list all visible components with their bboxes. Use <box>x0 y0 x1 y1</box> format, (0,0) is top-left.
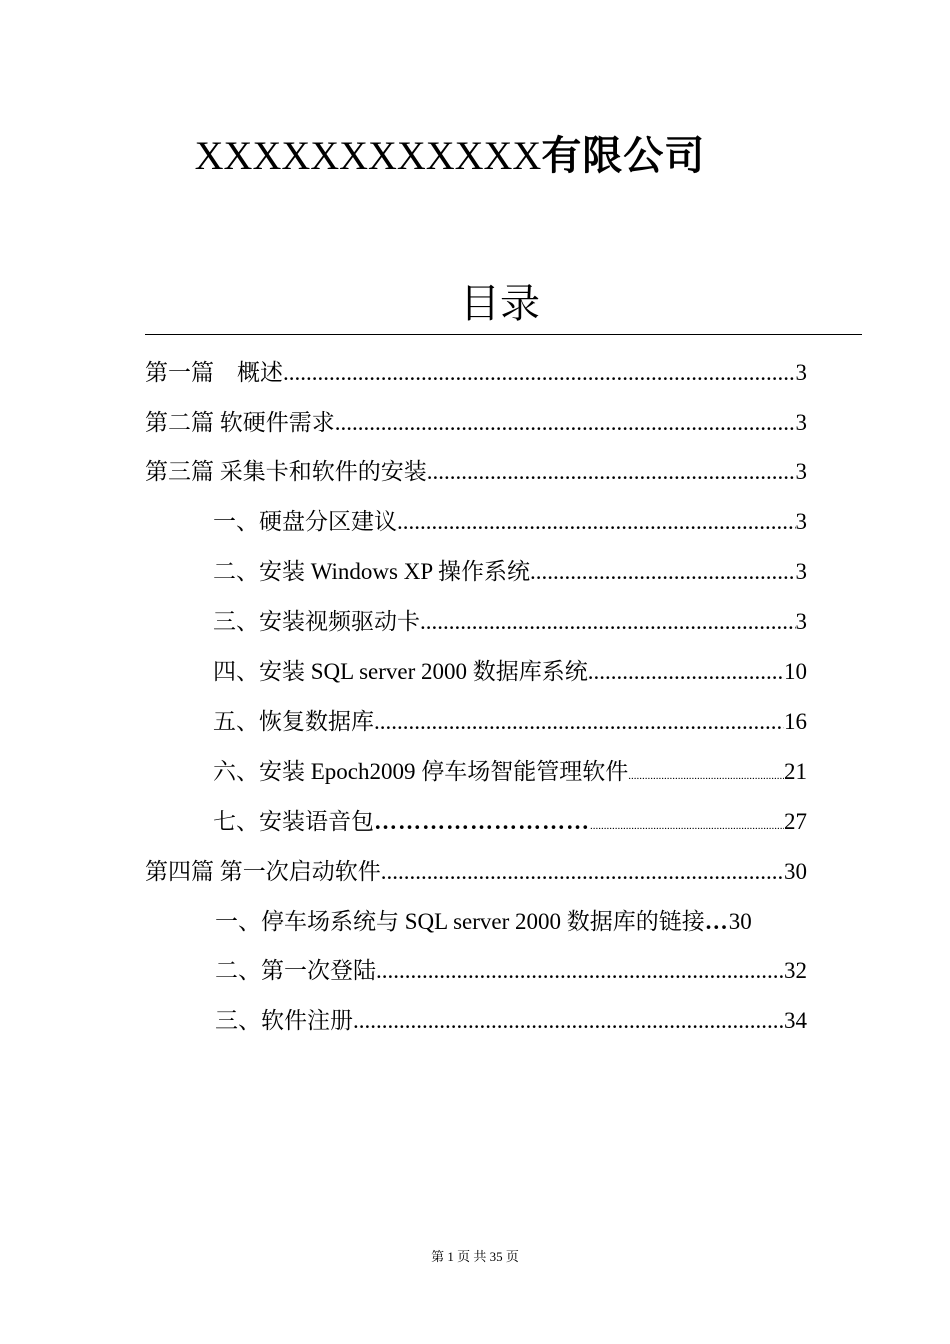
toc-entry-3-6[interactable] <box>213 757 807 787</box>
toc-entry-label: 第二篇 软硬件需求 <box>145 410 335 435</box>
ellipsis-leader: … <box>704 909 729 934</box>
dot-leader <box>588 657 784 687</box>
dot-leader <box>397 507 796 537</box>
company-name-prefix: XXXXXXXXXXXX <box>194 133 542 178</box>
toc-entry-label: 五、恢复数据库 <box>213 709 374 734</box>
toc-entry-label: 四、安装 SQL server 2000 数据库系统 <box>213 659 588 684</box>
dot-leader <box>376 956 784 986</box>
toc-entry-label: 一、硬盘分区建议 <box>213 509 397 534</box>
toc-entry-3-5[interactable] <box>213 707 807 737</box>
toc-entry-part-1[interactable] <box>145 358 807 388</box>
toc-entry-3-1[interactable] <box>213 507 807 537</box>
dot-leader <box>420 607 796 637</box>
toc-entry-part-4[interactable] <box>145 857 807 887</box>
toc-entry-page: 21 <box>784 759 807 784</box>
bold-dot-leader: ……………………… <box>374 809 590 834</box>
dot-leader <box>590 807 784 841</box>
toc-entry-4-2[interactable] <box>215 956 807 986</box>
toc-entry-3-7[interactable] <box>213 807 807 837</box>
dot-leader <box>335 408 796 438</box>
toc-entry-page: 30 <box>728 909 752 934</box>
toc-entry-page: 30 <box>784 859 807 884</box>
dot-leader <box>353 1006 784 1036</box>
dot-leader <box>427 457 796 487</box>
toc-entry-label: 七、安装语音包 <box>213 809 374 834</box>
dot-leader <box>283 358 796 388</box>
toc-entry-label: 第三篇 采集卡和软件的安装 <box>145 459 427 484</box>
toc-entry-page: 16 <box>784 709 807 734</box>
dot-leader <box>381 857 784 887</box>
toc-entry-3-2[interactable] <box>213 557 807 587</box>
toc-entry-4-3[interactable] <box>215 1006 807 1036</box>
toc-entry-page: 3 <box>795 459 807 484</box>
toc-entry-3-3[interactable] <box>213 607 807 637</box>
toc-entry-page: 27 <box>784 809 807 834</box>
toc-entry-part-2[interactable] <box>145 408 807 438</box>
toc-entry-part-3[interactable] <box>145 457 807 487</box>
toc-entry-label: 二、安装 Windows XP 操作系统 <box>213 559 531 584</box>
toc-title: 目录 <box>460 281 540 326</box>
title-divider <box>145 334 862 335</box>
toc-entry-page: 3 <box>795 509 807 534</box>
toc-entry-label: 六、安装 Epoch2009 停车场智能管理软件 <box>213 759 629 784</box>
toc-entry-label: 一、停车场系统与 SQL server 2000 数据库的链接 <box>215 909 705 934</box>
toc-entry-label: 二、第一次登陆 <box>215 958 376 983</box>
toc-entry-page: 3 <box>795 360 807 385</box>
dot-leader <box>530 557 795 587</box>
toc-entry-3-4[interactable] <box>213 657 807 687</box>
company-name <box>0 124 900 181</box>
toc-entry-label: 三、软件注册 <box>215 1008 353 1033</box>
dot-leader <box>374 707 784 737</box>
toc-entry-page: 32 <box>784 958 807 983</box>
toc-entry-label: 三、安装视频驱动卡 <box>213 609 420 634</box>
toc-entry-page: 3 <box>795 609 807 634</box>
toc-entry-page: 34 <box>784 1008 807 1033</box>
toc-entry-page: 3 <box>795 559 807 584</box>
dot-leader <box>628 757 784 791</box>
toc-entry-page: 3 <box>795 410 807 435</box>
page-footer: 第 1 页 共 35 页 <box>431 1249 519 1264</box>
toc-entry-label: 第一篇 概述 <box>145 360 283 385</box>
toc-entry-4-1[interactable] <box>215 907 807 937</box>
toc-entry-page: 10 <box>784 659 807 684</box>
company-name-suffix: 有限公司 <box>541 133 706 178</box>
toc-entry-label: 第四篇 第一次启动软件 <box>145 859 381 884</box>
